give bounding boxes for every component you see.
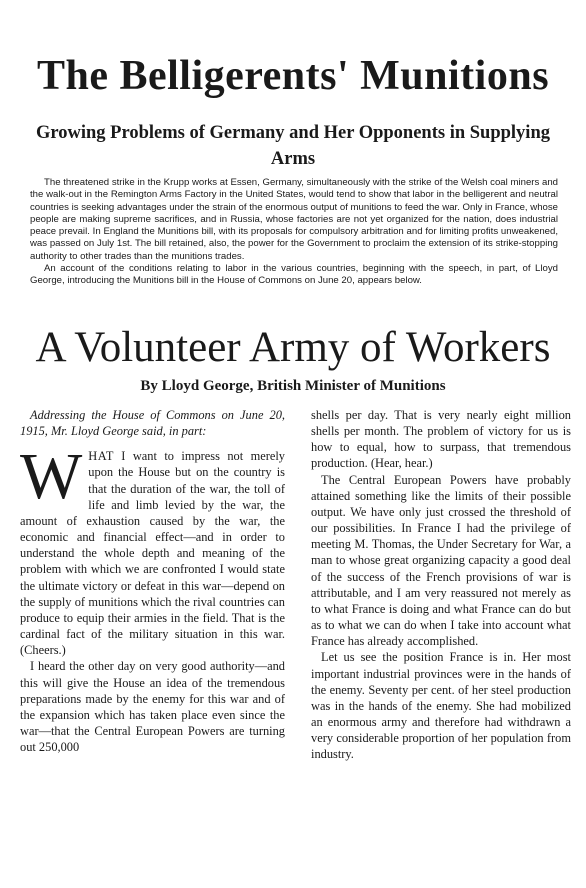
intro-paragraph: An account of the conditions relating to labor in the various countries, beginning with the speech, in part, of Lloyd George, introducing the Munitions bill in the House of Commons on June 20, appears below. (30, 263, 558, 287)
intro-paragraphs (30, 177, 558, 288)
article-paragraph: The Central European Powers have probably attained something like the limits of their possible output. We have only just crossed the threshold of our possibilities. In France I had the privilege of meeting M. Thomas, the Under Secretary for War, a man to whose great organizing capacity a good deal of the success of the French provisions of war is attributable, and I am very reassured not merely as to what France is doing and what France can do but as to what we can do when I take into account what France has already accomplished. (311, 472, 571, 649)
article-byline: By Lloyd George, British Minister of Munitions (140, 378, 446, 394)
article-paragraph: I heard the other day on very good authority—and this will give the House an idea of the tremendous preparations made by the enemy for this war and of the expansion which has taken place even since the war—that the Central European Powers are turning out 250,000 (20, 659, 285, 755)
article-column-right (311, 407, 571, 762)
first-word: HAT (88, 449, 114, 464)
article-paragraph: shells per day. That is very nearly eight million shells per month. The problem of victory for us is how to equal, how to surpass, that tremendous production. (Hear, hear.) (311, 408, 571, 471)
article-paragraph (20, 440, 285, 658)
article-lead: Addressing the House of Commons on June 20, 1915, Mr. Lloyd George said, in part: (20, 408, 285, 439)
article-headline: A Volunteer Army of Workers (35, 324, 551, 371)
page-subtitle: Growing Problems of Germany and Her Opponents in Supplying Arms (36, 123, 550, 169)
drop-cap: W (20, 440, 83, 514)
article-paragraph-text: I want to impress not merely upon the House but on the country is that the duration of the war, the toll of life and limb levied by the war, the amount of exhaustion caused by the war, the economic and financial effect—and in order to understand the whole depth and meaning of the problem with which we are confronted I would state the ultimate victory or defeat in this war—depend on the supply of munitions which the rival countries can produce to equip their armies in the field. That is the cardinal fact of the military situation in this war. (Cheers.) (20, 449, 285, 658)
intro-paragraph: The threatened strike in the Krupp works at Essen, Germany, simultaneously with the strike of the Welsh coal miners and the walk-out in the Remington Arms Factory in the United States, would tend to show that labor in the belligerent and neutral countries is seeking advantages under the strain of the enormous output of munitions to feed the war. Only in France, whose people are making supreme sacrifices, and in Russia, whose factories are not yet organized for the nation, does industrial peace prevail. In England the Munitions bill, with its proposals for compulsory arbitration and for limiting profits unweakened, was passed on July 1st. The bill retained, also, the power for the Government to proclaim the extension of its strike-stopping authority to other trades than the munitions trades. (30, 177, 558, 262)
article-column-left (20, 407, 285, 755)
article-paragraph: Let us see the position France is in. Her most important industrial provinces were in the hands of the enemy. Seventy per cent. of her steel production was in the hands of the enemy. She had mobilized an enormous army and therefore had withdrawn a very considerable proportion of her population from industry. (311, 650, 571, 762)
page-title: The Belligerents' Munitions (36, 53, 550, 99)
